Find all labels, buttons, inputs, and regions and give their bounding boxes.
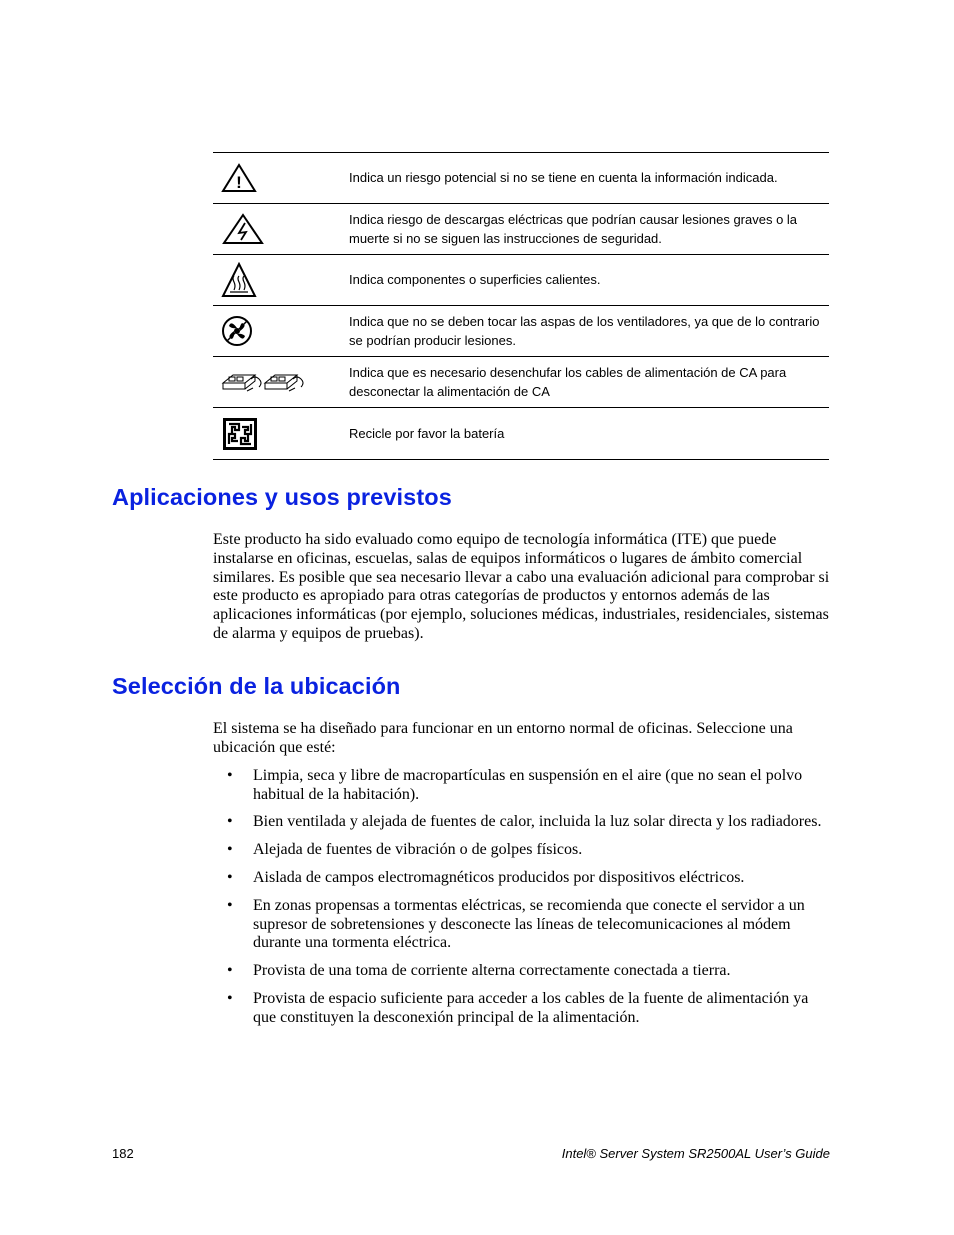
bullet-icon: • [227,841,233,859]
symbol-row [213,255,829,306]
footer-title: Intel® Server System SR2500AL User’s Guide [561,1146,830,1161]
symbol-description: Indica componentes o superficies calientes. [349,272,601,288]
unplug-power-icon [213,357,349,407]
symbol-row [213,204,829,255]
symbol-description: Recicle por favor la batería [349,425,505,441]
symbol-row [213,306,829,357]
symbol-description: Indica un riesgo potencial si no se tiene en cuenta la información indicada. [349,170,778,186]
symbol-row [213,357,829,408]
location-requirements-list [213,767,833,1037]
section-paragraph: Este producto ha sido evaluado como equipo de tecnología informática (ITE) que puede instalarse en oficinas, escuelas, salas de equipos informáticos o lugares de ámbito comercial similares. Es posible que sea necesario llevar a cabo una evaluación adicional para comprobar si este producto es apropiado para otras categorías de productos y entornos además de las aplicaciones informáticas (por ejemplo, soluciones médicas, industriales, residenciales, sistemas de alarma y equipos de pruebas). [213,531,830,642]
symbol-description: Indica que no se deben tocar las aspas de los ventiladores, ya que de lo contrario se podrían producir lesiones. [349,313,820,348]
list-item: • Provista de espacio suficiente para acceder a los cables de la fuente de alimentación ya que constituyen la desconexión principal de la alimentación. [227,990,809,1026]
list-item: • Limpia, seca y libre de macropartículas en suspensión en el aire (que no sean el polvo habitual de la habitación). [227,767,803,803]
hot-surface-icon [213,255,349,305]
svg-text:!: ! [236,173,242,192]
warning-triangle-icon [213,153,349,203]
list-item: • Provista de una toma de corriente alterna correctamente conectada a tierra. [227,962,731,980]
list-item: • Bien ventilada y alejada de fuentes de calor, incluida la luz solar directa y los radiadores. [227,813,822,831]
symbol-row [213,153,829,204]
safety-symbols-table [213,152,829,460]
section-heading-ubicacion: Selección de la ubicación [112,673,401,699]
fan-blade-icon [213,306,349,356]
section-heading-aplicaciones: Aplicaciones y usos previstos [112,484,452,510]
bullet-icon: • [227,813,233,831]
list-item: • Alejada de fuentes de vibración o de golpes físicos. [227,841,583,859]
electric-shock-icon [213,204,349,254]
list-item: • Aislada de campos electromagnéticos producidos por dispositivos eléctricos. [227,869,745,887]
section-intro: El sistema se ha diseñado para funcionar en un entorno normal de oficinas. Seleccione una ubicación que esté: [213,720,793,756]
symbol-description: Indica riesgo de descargas eléctricas que podrían causar lesiones graves o la muerte si no se siguen las instrucciones de seguridad. [349,211,798,246]
battery-recycle-icon [213,408,349,459]
page-number: 182 [112,1146,134,1161]
symbol-row [213,408,829,460]
bullet-icon: • [227,767,233,784]
bullet-icon: • [227,897,233,915]
symbol-description: Indica que es necesario desenchufar los cables de alimentación de CA para desconectar la alimentación de CA [349,364,787,399]
bullet-icon: • [227,990,233,1008]
bullet-icon: • [227,869,233,887]
list-item: • En zonas propensas a tormentas eléctricas, se recomienda que conecte el servidor a un supresor de sobretensiones y desconecte las líneas de telecomunicaciones al módem durante una tormenta eléctrica. [227,897,805,952]
bullet-icon: • [227,962,233,980]
